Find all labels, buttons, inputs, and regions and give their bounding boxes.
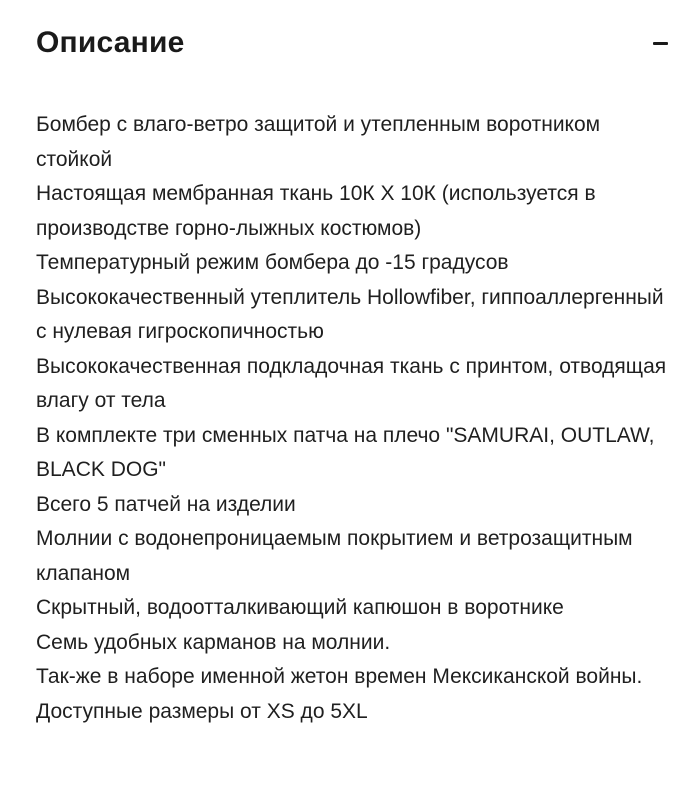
description-line: Высококачественная подкладочная ткань с принтом, отводящая влагу от тела xyxy=(36,354,667,412)
description-line: Молнии с водонепроницаемым покрытием и ветрозащитным клапаном xyxy=(36,527,633,585)
description-text xyxy=(36,108,670,729)
section-header[interactable] xyxy=(36,18,664,68)
description-line: Высококачественный утеплитель Hollowfiber, гиппоаллергенный с нулевая гигроскопичностью xyxy=(36,285,664,343)
minus-icon[interactable] xyxy=(653,42,668,45)
description-line: Настоящая мембранная ткань 10К Х 10К (используется в производстве горно-лыжных костюмов) xyxy=(36,182,596,240)
description-line: В комплекте три сменных патча на плечо "SAMURAI, OUTLAW, BLACK DOG" xyxy=(36,423,655,481)
description-line: Бомбер с влаго-ветро защитой и утепленным воротником стойкой xyxy=(36,113,601,171)
description-line: Семь удобных карманов на молнии. xyxy=(36,630,391,654)
description-line: Скрытный, водоотталкивающий капюшон в воротнике xyxy=(36,596,564,619)
description-line: Так-же в наборе именной жетон времен Мексиканской войны. xyxy=(36,665,643,688)
description-line: Всего 5 патчей на изделии xyxy=(36,492,296,516)
collapse-toggle-button[interactable] xyxy=(638,28,668,58)
description-line: Температурный режим бомбера до -15 градусов xyxy=(36,251,509,274)
section-title: Описание xyxy=(36,26,185,59)
description-line: Доступные размеры от XS до 5XL xyxy=(36,699,368,723)
